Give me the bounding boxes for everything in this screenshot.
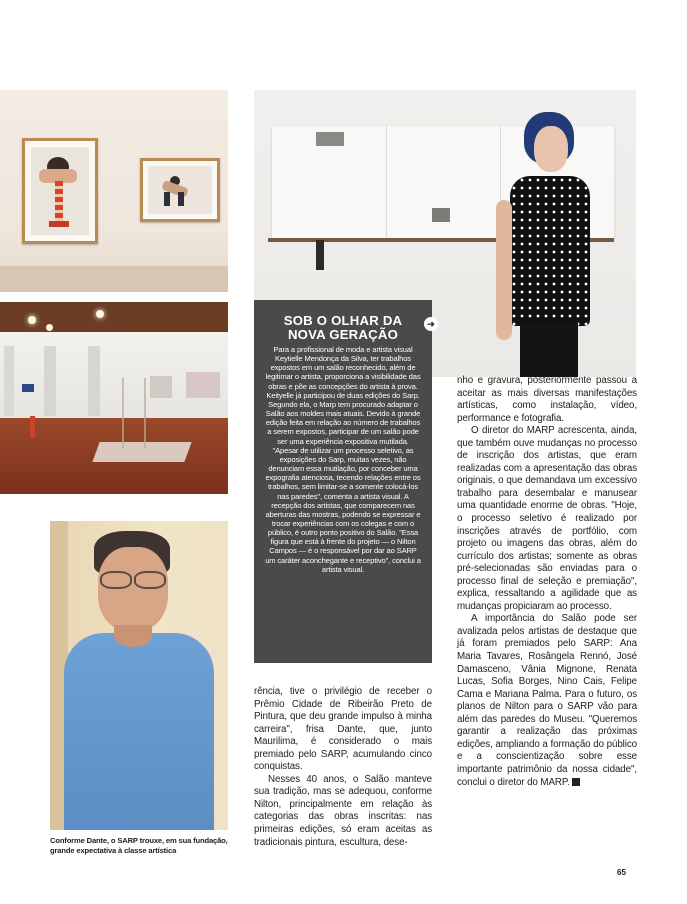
article-column-b	[457, 375, 637, 789]
sidebar-body: Para a profissional de moda e artista visual Keytielle Mendonça da Silva, ter trabalhos expostos em um salão reconhecido, além de legitimar o artista, proporciona a visibilidade das obras e põe as concepções do artista à prova. Keityelle já participou de duas edições do Sarp. Segundo ela, o Marp tem procurado adaptar o Salão aos moldes mais atuais. Devido à grande edição feita em relação ao número de trabalhos a serem expostos, participar de um salão pode ser uma experiência expositiva mutilada. "Apesar de utilizar um processo seletivo, as exposições do Sarp, muitas vezes, não denunciam essa mutilação, por conceber uma expografia atenciosa, tecendo relações entre os trabalhos, sem limitar-se a somente colocá-los nas paredes", comenta a artista visual. A recepção dos artistas, que comparecem nas aberturas das mostras, podendo se expressar e trocar experiências com os colegas e com o público, é outro ponto positivo do Salão. "Essa figura que está à frente do projeto — o Nilton Campos — é o responsável por dar ao SARP um caráter aconchegante e receptivo", conclui a artista visual.	[265, 345, 421, 574]
sidebar-box	[254, 300, 432, 663]
portrait-photo	[50, 521, 228, 830]
framed-photo-left	[22, 138, 98, 244]
arrow-right-icon: ➜	[424, 317, 438, 331]
article-column-a	[254, 686, 432, 849]
framed-photo-right	[140, 158, 220, 222]
column-b-paragraph-1: nho e gravura, posteriormente passou a aceitar as mais diversas manifestações artísticas, como instalação, vídeo, performance e fotografia.	[457, 375, 637, 424]
exhibition-room-photo	[0, 302, 228, 494]
column-b-paragraph-3	[457, 613, 637, 789]
column-b-paragraph-2: O diretor do MARP acrescenta, ainda, que também ouve mudanças no processo de inscrição dos artistas, que eram realizadas com a apresentação das obras originais, o que demandava um excessivo trabalho para desembalar e manusear uma quantidade enorme de obras. "Hoje, o processo seletivo é realizado por inscrições através de portfólio, com projeto ou imagens das obras, além do currículo dos artistas; somente as obras pré-selecionadas são enviadas para o processo final de seleção e premiação", explica, ressaltando a agilidade que as mudanças propiciaram ao processo.	[457, 425, 637, 612]
sidebar-title-line2: NOVA GERAÇÃO	[287, 327, 399, 342]
sidebar-title-line1: SOB O OLHAR DA	[283, 313, 403, 328]
column-b-paragraph-3-text: A importância do Salão pode ser avalizada pelos artistas de destaque que já foram premiados pelo SARP: Ana Maria Tavares, Rosângela Rennó, José Damasceno, Vânia Mignone, Renata Lucas, Sofia Borges, Nino Cais, Felipe Cama e Mariana Palma. Para o futuro, os planos de Nilton para o SARP vão para além das paredes do Museu. "Queremos garantir a realização das próximas edições, ampliando a formação do público e a conscientização sobre esse importante patrimônio da nossa cidade", conclui o diretor do MARP.	[457, 613, 637, 788]
gallery-wall-photo	[0, 90, 228, 292]
end-mark-icon	[572, 778, 580, 786]
photo-caption: Conforme Dante, o SARP trouxe, em sua fundação, grande expectativa à classe artística	[50, 836, 228, 855]
sidebar-title	[264, 314, 422, 342]
column-a-paragraph-2: Nesses 40 anos, o Salão manteve sua tradição, mas se adequou, conforme Nilton, principalmente em relação às categorias das obras inscritas: nas primeiras edições, só eram aceitas as tradicionais pintura, escultura, dese-	[254, 773, 432, 848]
page-number: 65	[617, 868, 626, 877]
column-a-paragraph-1: rência, tive o privilégio de receber o Prêmio Cidade de Ribeirão Preto de Pintura, que deu grande impulso à minha carreira", frisa Dante, que, junto Maurilima, é considerado o mais premiado pelo SARP, acumulando cinco conquistas.	[254, 686, 432, 773]
